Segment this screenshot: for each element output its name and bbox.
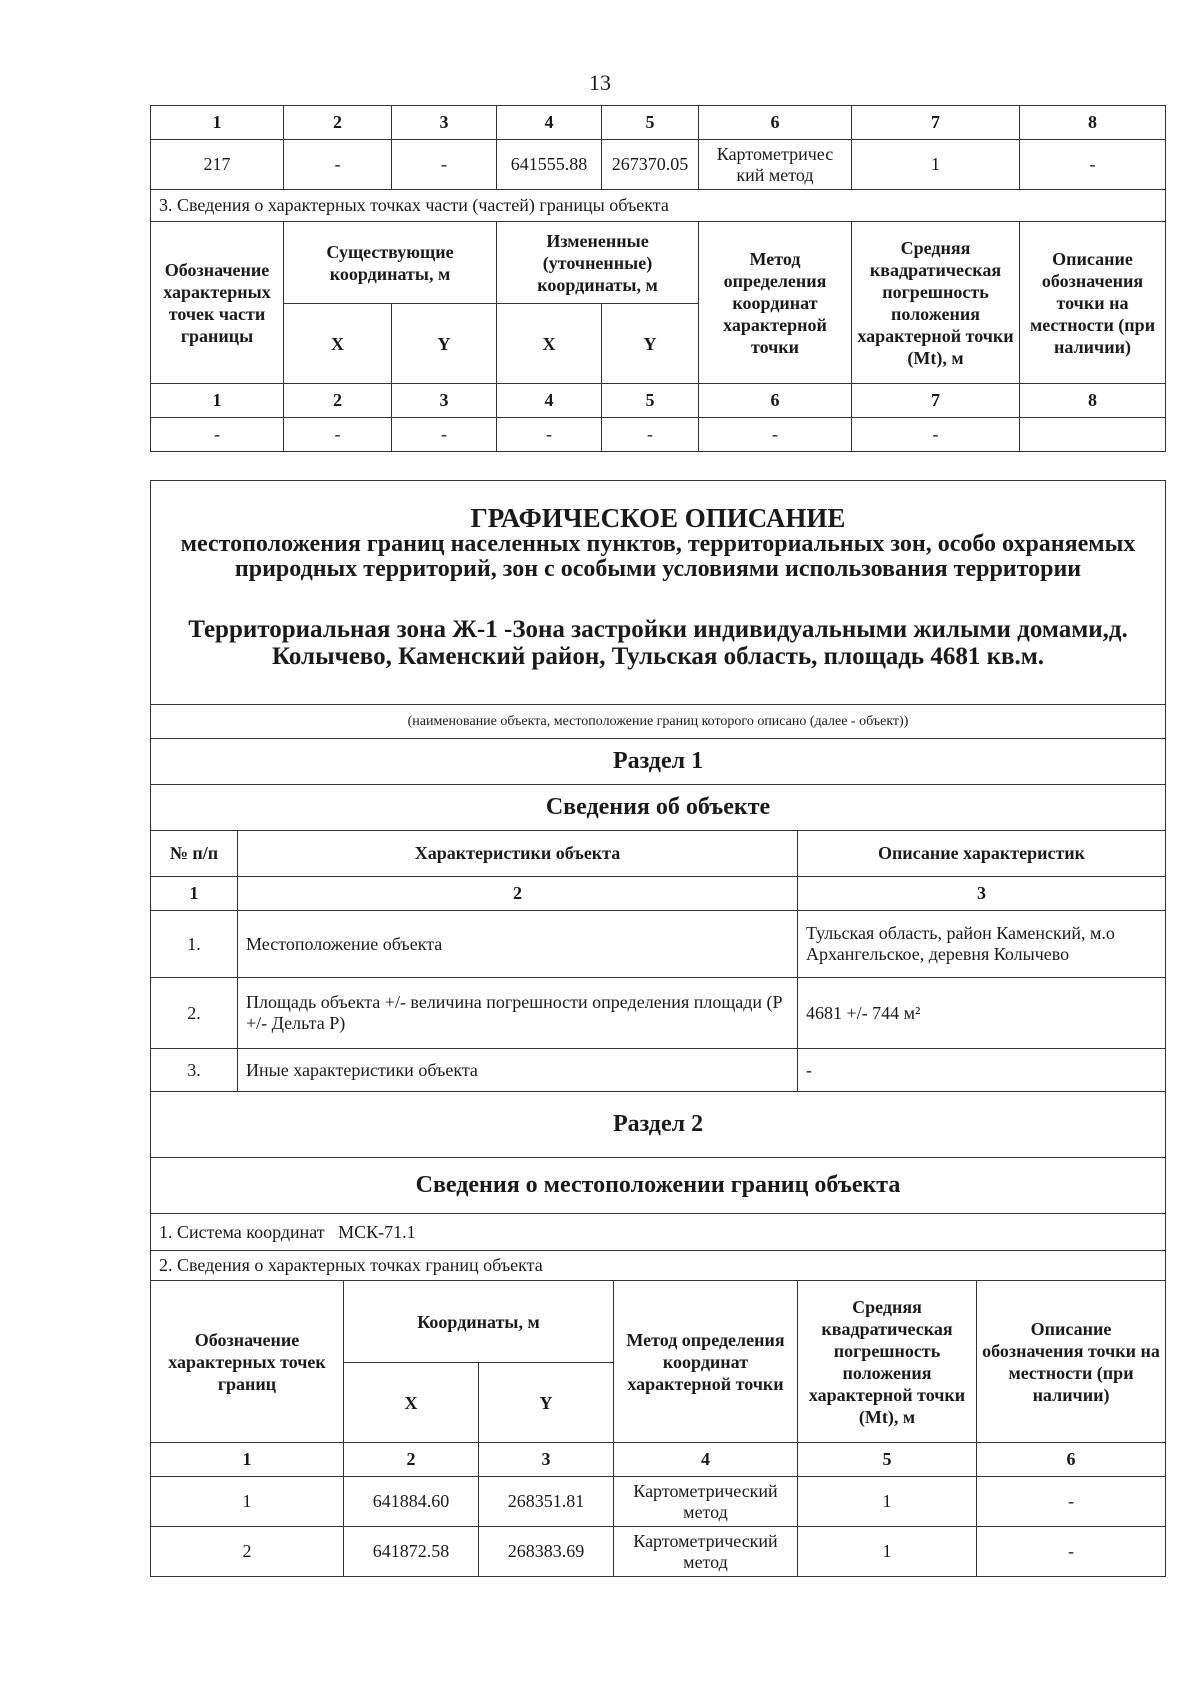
col-number: 1 xyxy=(151,1443,344,1477)
section2-title: Сведения о местоположении границ объекта xyxy=(151,1158,1166,1214)
section1-title: Сведения об объекте xyxy=(151,785,1166,831)
cell-method: Картометрический метод xyxy=(614,1527,798,1577)
graphical-description-table xyxy=(150,480,1166,1577)
table-row xyxy=(151,1477,1166,1527)
object-name: Территориальная зона Ж-1 -Зона застройки индивидуальными жилыми домами,д. Колычево, Каменский район, Тульская область, площадь 4681 кв.м. xyxy=(188,616,1128,670)
cell-desc: - xyxy=(977,1527,1166,1577)
header-x: X xyxy=(284,304,392,384)
characteristic-value: - xyxy=(798,1049,1166,1092)
cell-x: 641555.88 xyxy=(497,140,602,190)
col-number: 3 xyxy=(798,877,1166,911)
s2-header-designation: Обозначение характерных точек границ xyxy=(151,1281,344,1443)
s2-header-row xyxy=(151,1281,1166,1363)
page-number: 13 xyxy=(589,70,611,95)
cell: - xyxy=(392,418,497,452)
section1-heading: Раздел 1 xyxy=(151,739,1166,785)
col-number: 5 xyxy=(602,384,699,418)
col-number: 4 xyxy=(614,1443,798,1477)
point-id: 217 xyxy=(151,140,284,190)
cell-y: 267370.05 xyxy=(602,140,699,190)
cell-method: Картометричес кий метод xyxy=(699,140,852,190)
row-number: 3. xyxy=(151,1049,238,1092)
table-row xyxy=(151,911,1166,978)
cell: - xyxy=(602,418,699,452)
header-x: X xyxy=(497,304,602,384)
col-number: 6 xyxy=(699,106,852,140)
header-changed: Измененные (уточненные) координаты, м xyxy=(497,222,699,304)
table-row xyxy=(151,140,1166,190)
header-existing: Существующие координаты, м xyxy=(284,222,497,304)
s2-header-error: Средняя квадратическая погрешность положения характерной точки (Mt), м xyxy=(798,1281,977,1443)
col-number: 6 xyxy=(977,1443,1166,1477)
col-number: 2 xyxy=(238,877,798,911)
col-number: 7 xyxy=(852,384,1020,418)
s2-numbers-row xyxy=(151,1443,1166,1477)
col-number: 4 xyxy=(497,106,602,140)
col-number: 7 xyxy=(852,106,1020,140)
col-number: 5 xyxy=(602,106,699,140)
s1-header-description: Описание характеристик xyxy=(798,831,1166,877)
s1-header-characteristic: Характеристики объекта xyxy=(238,831,798,877)
document-title: ГРАФИЧЕСКОЕ ОПИСАНИЕ xyxy=(470,503,846,533)
s2-header-y: Y xyxy=(479,1363,614,1443)
object-note: (наименование объекта, местоположение границ которого описано (далее - объект)) xyxy=(151,705,1166,739)
cell: - xyxy=(699,418,852,452)
characteristic-value: 4681 +/- 744 м² xyxy=(798,978,1166,1049)
characteristic-name: Площадь объекта +/- величина погрешности определения площади (P +/- Дельта P) xyxy=(238,978,798,1049)
col-number: 3 xyxy=(392,106,497,140)
cell: - xyxy=(852,418,1020,452)
cell-mt: 1 xyxy=(852,140,1020,190)
header-description: Описание обозначения точки на местности (при наличии) xyxy=(1020,222,1166,384)
header-designation: Обозначение характерных точек части границы xyxy=(151,222,284,384)
col-number: 3 xyxy=(392,384,497,418)
header-y: Y xyxy=(392,304,497,384)
characteristic-name: Местоположение объекта xyxy=(238,911,798,978)
row-number: 2. xyxy=(151,978,238,1049)
document-subtitle: местоположения границ населенных пунктов, территориальных зон, особо охраняемых природных территорий, зон с особыми условиями использования территории xyxy=(180,531,1136,582)
col-number: 5 xyxy=(798,1443,977,1477)
s1-header-num: № п/п xyxy=(151,831,238,877)
title-block xyxy=(151,481,1166,705)
header-method: Метод определения координат характерной точки xyxy=(699,222,852,384)
table-row xyxy=(151,978,1166,1049)
cell-y: 268351.81 xyxy=(479,1477,614,1527)
column-numbers-row xyxy=(151,106,1166,140)
col-number: 1 xyxy=(151,384,284,418)
cell-mt: 1 xyxy=(798,1527,977,1577)
cell-method: Картометрический метод xyxy=(614,1477,798,1527)
s2-header-coords: Координаты, м xyxy=(344,1281,614,1363)
characteristic-value: Тульская область, район Каменский, м.о Архангельское, деревня Колычево xyxy=(798,911,1166,978)
cell: - xyxy=(497,418,602,452)
col-number: 2 xyxy=(284,384,392,418)
col-number: 6 xyxy=(699,384,852,418)
cell: - xyxy=(284,418,392,452)
cell-desc: - xyxy=(977,1477,1166,1527)
cell-x: 641884.60 xyxy=(344,1477,479,1527)
header-row xyxy=(151,222,1166,304)
col-number: 8 xyxy=(1020,106,1166,140)
col-number: 1 xyxy=(151,106,284,140)
coordinate-system: 1. Система координат МСК-71.1 xyxy=(151,1214,1166,1251)
parts-points-table xyxy=(150,105,1166,452)
cell-y: 268383.69 xyxy=(479,1527,614,1577)
col-number: 2 xyxy=(284,106,392,140)
col-number: 1 xyxy=(151,877,238,911)
point-id: 1 xyxy=(151,1477,344,1527)
cell-desc: - xyxy=(1020,140,1166,190)
row-number: 1. xyxy=(151,911,238,978)
characteristic-name: Иные характеристики объекта xyxy=(238,1049,798,1092)
cell-mt: 1 xyxy=(798,1477,977,1527)
cell: - xyxy=(284,140,392,190)
s1-numbers-row xyxy=(151,877,1166,911)
col-number: 8 xyxy=(1020,384,1166,418)
numbers-row xyxy=(151,384,1166,418)
table-row xyxy=(151,1049,1166,1092)
s1-header-row xyxy=(151,831,1166,877)
col-number: 3 xyxy=(479,1443,614,1477)
cell: - xyxy=(392,140,497,190)
cell xyxy=(1020,418,1166,452)
section2-heading: Раздел 2 xyxy=(151,1092,1166,1158)
table-row xyxy=(151,1527,1166,1577)
s2-header-x: X xyxy=(344,1363,479,1443)
s2-header-description: Описание обозначения точки на местности (при наличии) xyxy=(977,1281,1166,1443)
table-row xyxy=(151,418,1166,452)
points-label: 2. Сведения о характерных точках границ объекта xyxy=(151,1251,1166,1281)
section3-label: 3. Сведения о характерных точках части (частей) границы объекта xyxy=(151,190,1166,222)
col-number: 2 xyxy=(344,1443,479,1477)
header-error: Средняя квадратическая погрешность положения характерной точки (Mt), м xyxy=(852,222,1020,384)
cell: - xyxy=(151,418,284,452)
cell-x: 641872.58 xyxy=(344,1527,479,1577)
s2-header-method: Метод определения координат характерной точки xyxy=(614,1281,798,1443)
col-number: 4 xyxy=(497,384,602,418)
point-id: 2 xyxy=(151,1527,344,1577)
header-y: Y xyxy=(602,304,699,384)
